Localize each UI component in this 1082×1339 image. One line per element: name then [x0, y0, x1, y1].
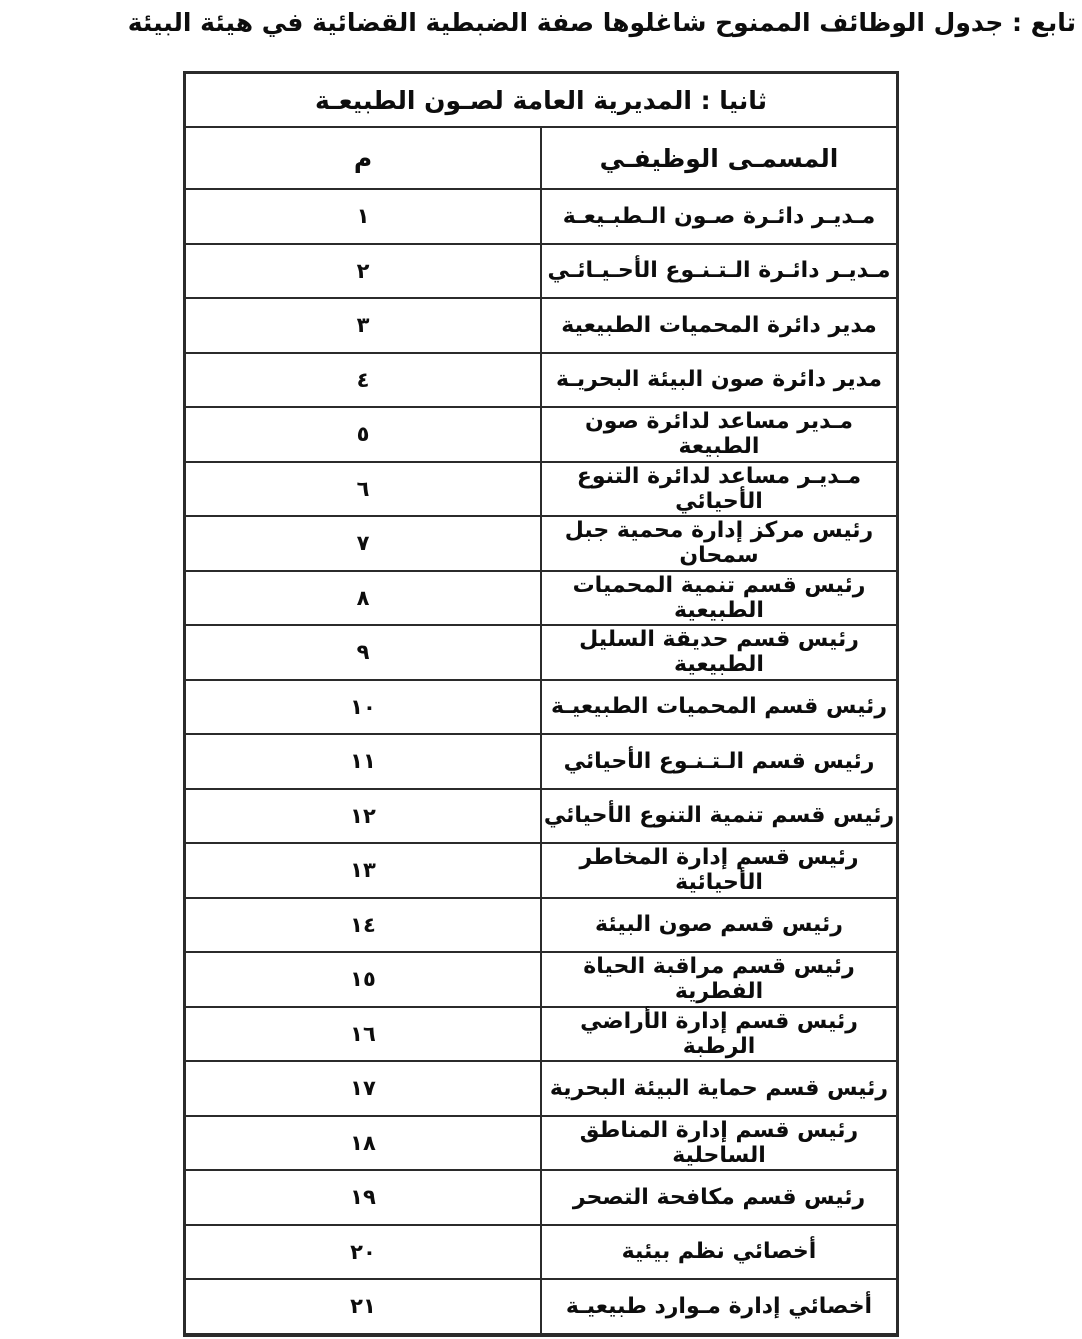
cell-job-title: رئيس قسم مكافحة التصحر	[541, 1170, 897, 1225]
cell-job-title: رئيس قسم إدارة المخاطر الأحيائية	[541, 843, 897, 898]
cell-row-number: ٨	[185, 571, 541, 626]
jobs-table	[184, 72, 898, 1336]
cell-job-title: رئيس قسم مراقبة الحياة الفطرية	[541, 952, 897, 1007]
cell-job-title: مدير دائرة المحميات الطبيعية	[541, 298, 897, 353]
cell-job-title: رئيس قسم إدارة المناطق الساحلية	[541, 1116, 897, 1171]
table-row	[185, 1007, 897, 1062]
table-row	[185, 244, 897, 299]
column-header-number: م	[185, 127, 541, 189]
cell-row-number: ٥	[185, 407, 541, 462]
cell-row-number: ٦	[185, 462, 541, 517]
cell-row-number: ٧	[185, 516, 541, 571]
cell-row-number: ٣	[185, 298, 541, 353]
cell-row-number: ١٦	[185, 1007, 541, 1062]
cell-job-title: رئيس قسم المحميات الطبيعيـة	[541, 680, 897, 735]
table-row	[185, 1116, 897, 1171]
table-row	[185, 952, 897, 1007]
table-row	[185, 1170, 897, 1225]
table-row	[185, 680, 897, 735]
table-row	[185, 516, 897, 571]
table-row	[185, 843, 897, 898]
section-header-row	[185, 73, 897, 127]
table-row	[185, 1061, 897, 1116]
cell-job-title: رئيس قسم تنمية التنوع الأحيائي	[541, 789, 897, 844]
table-row	[185, 1279, 897, 1334]
cell-row-number: ٤	[185, 353, 541, 408]
table-row	[185, 1225, 897, 1280]
table-row	[185, 571, 897, 626]
cell-job-title: رئيس قسم حديقة السليل الطبيعية	[541, 625, 897, 680]
cell-row-number: ٢	[185, 244, 541, 299]
cell-row-number: ١٠	[185, 680, 541, 735]
table-row	[185, 189, 897, 244]
cell-job-title: مـديـر مساعد لدائرة التنوع الأحيائي	[541, 462, 897, 517]
column-header-row	[185, 127, 897, 189]
table-row	[185, 353, 897, 408]
cell-row-number: ١٨	[185, 1116, 541, 1171]
jobs-table-container	[184, 72, 898, 1336]
cell-row-number: ١٧	[185, 1061, 541, 1116]
cell-job-title: مـديـر دائـرة صـون الـطبـيعـة	[541, 189, 897, 244]
table-row	[185, 625, 897, 680]
cell-row-number: ١	[185, 189, 541, 244]
cell-job-title: رئيس قسم تنمية المحميات الطبيعية	[541, 571, 897, 626]
cell-job-title: أخصائي نظم بيئية	[541, 1225, 897, 1280]
cell-job-title: أخصائي إدارة مـوارد طبيعيـة	[541, 1279, 897, 1334]
table-row	[185, 898, 897, 953]
cell-row-number: ١٥	[185, 952, 541, 1007]
section-header-cell: ثانيا : المديرية العامة لصـون الطبيعـة	[185, 73, 897, 127]
cell-row-number: ١٤	[185, 898, 541, 953]
cell-row-number: ١٩	[185, 1170, 541, 1225]
table-row	[185, 789, 897, 844]
cell-job-title: رئيس قسم إدارة الأراضي الرطبة	[541, 1007, 897, 1062]
cell-row-number: ١٢	[185, 789, 541, 844]
table-row	[185, 462, 897, 517]
cell-job-title: رئيس مركز إدارة محمية جبل سمحان	[541, 516, 897, 571]
cell-job-title: مـدير مساعد لدائرة صون الطبيعة	[541, 407, 897, 462]
cell-row-number: ٢١	[185, 1279, 541, 1334]
table-body	[185, 189, 897, 1334]
cell-row-number: ١١	[185, 734, 541, 789]
cell-job-title: رئيس قسم صون البيئة	[541, 898, 897, 953]
column-header-job-title: المسمـى الوظيفـي	[541, 127, 897, 189]
table-row	[185, 407, 897, 462]
cell-row-number: ٢٠	[185, 1225, 541, 1280]
cell-job-title: مـديـر دائـرة الـتـنـوع الأحـيـائـي	[541, 244, 897, 299]
cell-job-title: مدير دائرة صون البيئة البحريـة	[541, 353, 897, 408]
cell-job-title: رئيس قسم حماية البيئة البحرية	[541, 1061, 897, 1116]
cell-row-number: ١٣	[185, 843, 541, 898]
cell-row-number: ٩	[185, 625, 541, 680]
table-head	[185, 73, 897, 189]
table-row	[185, 734, 897, 789]
table-row	[185, 298, 897, 353]
page-title: تابع : جدول الوظائف الممنوح شاغلوها صفة الضبطية القضائية في هيئة البيئة	[127, 8, 1076, 37]
cell-job-title: رئيس قسم الـتـنـوع الأحيائي	[541, 734, 897, 789]
